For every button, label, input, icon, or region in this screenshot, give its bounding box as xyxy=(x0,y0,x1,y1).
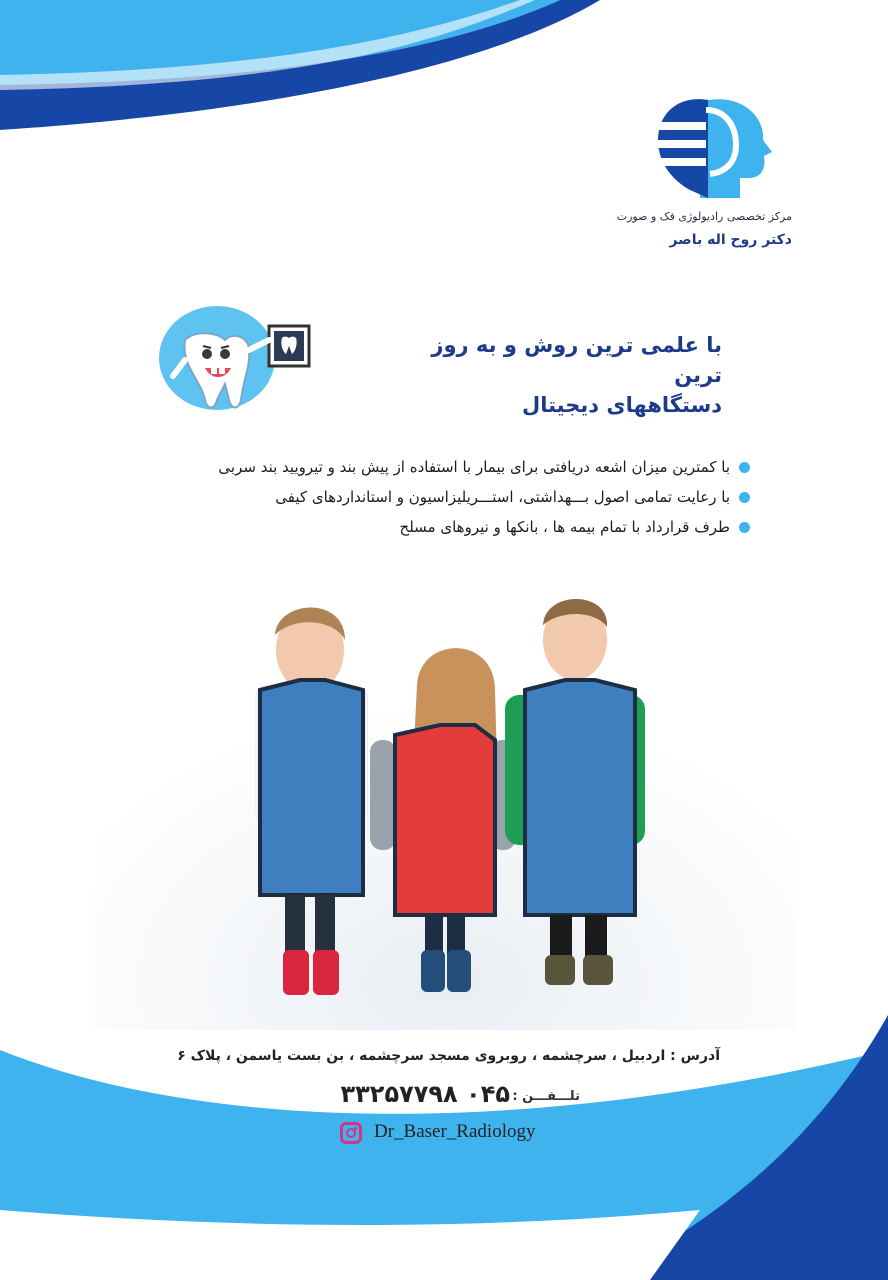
phone-row xyxy=(300,1080,580,1114)
head-profile-logo-icon xyxy=(640,90,780,205)
doctor-name: دکتر روح اله باصر xyxy=(669,232,792,248)
phone-label: تلـــفـــن : xyxy=(512,1089,580,1104)
feature-item: طرف قرارداد با تمام بیمه ها ، بانکها و نیروهای مسلح xyxy=(150,512,750,542)
instagram-row[interactable] xyxy=(340,1121,580,1149)
instagram-handle[interactable]: Dr_Baser_Radiology xyxy=(374,1121,536,1142)
headline xyxy=(380,330,722,420)
clinic-name: مرکز تخصصی رادیولوژی فک و صورت xyxy=(616,210,792,223)
instagram-icon xyxy=(340,1122,362,1144)
address: آدرس : اردبیل ، سرچشمه ، روبروی مسجد سرچشمه ، بن بست یاسمن ، پلاک ۶ xyxy=(177,1048,720,1064)
feature-item: با کمترین میزان اشعه دریافتی برای بیمار با استفاده از پیش بند و تیرویید بند سربی xyxy=(150,452,750,482)
tooth-mascot-xray-icon xyxy=(155,300,315,420)
headline-line-2: دستگاههای دیجیتال xyxy=(521,393,722,417)
headline-line-1: با علمی ترین روش و به روز ترین xyxy=(431,333,722,387)
phone-number[interactable]: ۰۴۵ ۳۳۲۵۷۷۹۸ xyxy=(340,1080,510,1108)
feature-list xyxy=(150,452,750,542)
feature-item: با رعایت تمامی اصول بـــهداشتی، استـــریلیزاسیون و استانداردهای کیفی xyxy=(150,482,750,512)
children-lead-aprons-photo xyxy=(95,565,795,1030)
